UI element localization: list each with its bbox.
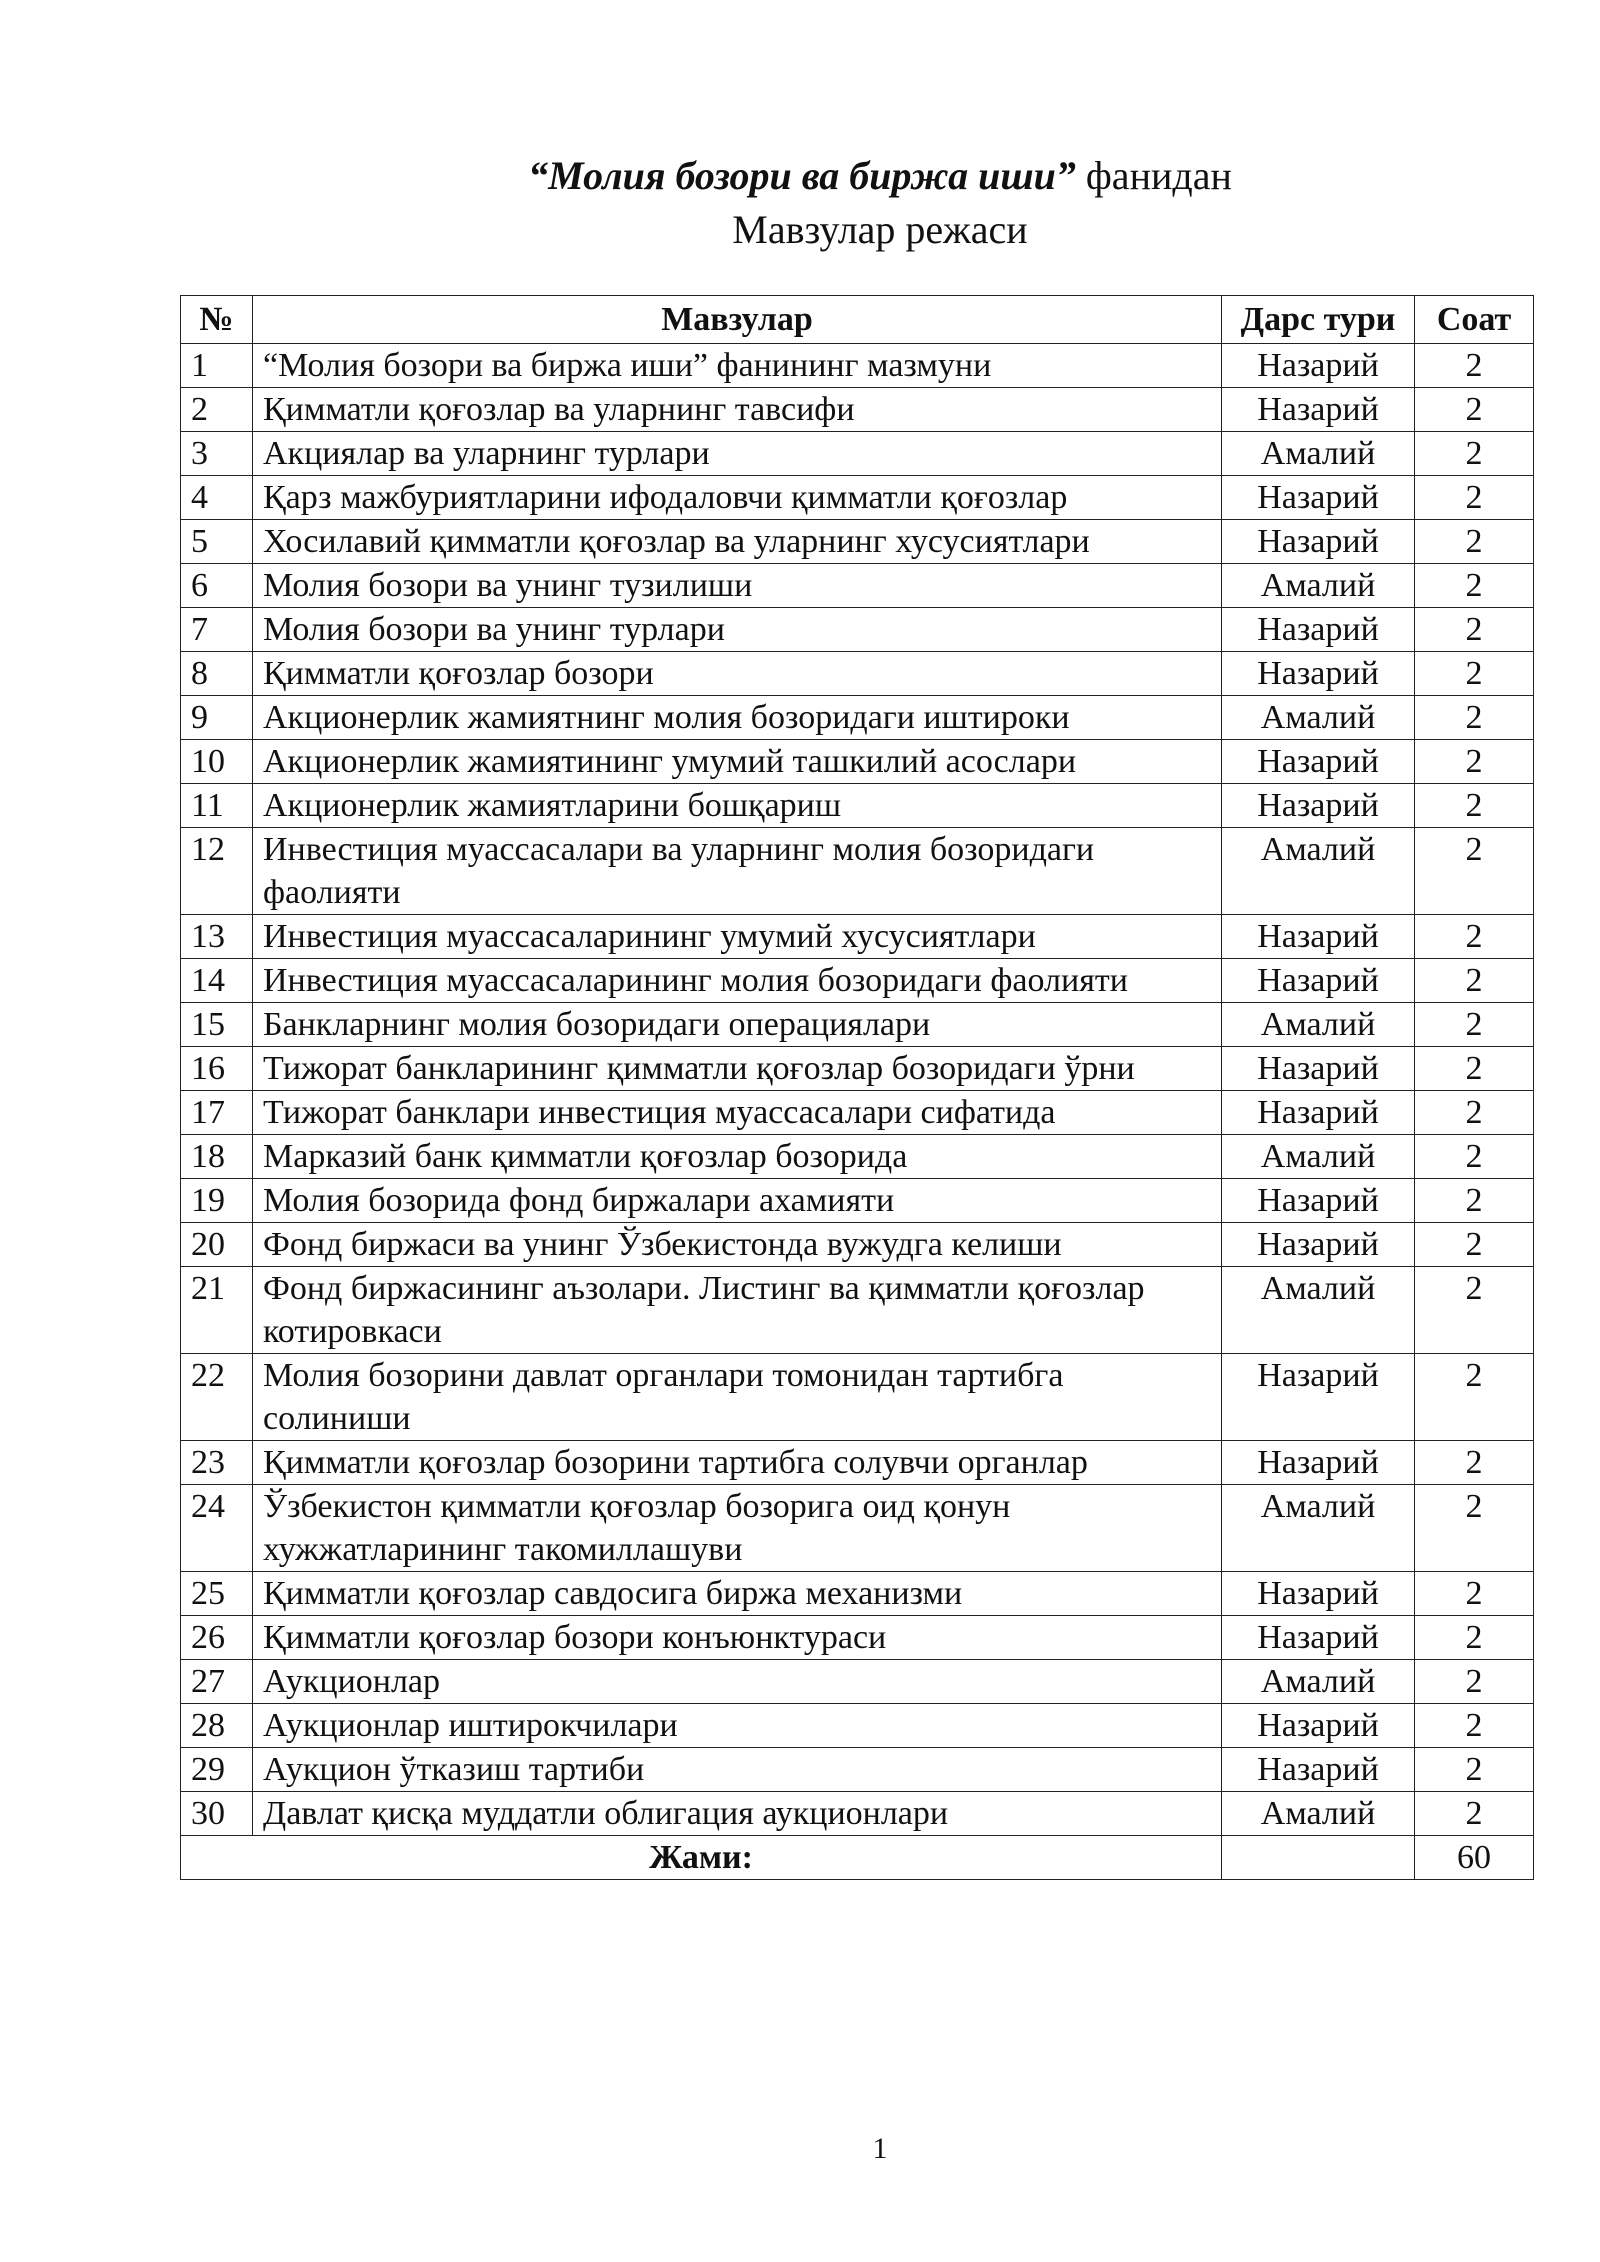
table-row xyxy=(181,959,1534,1003)
table-row xyxy=(181,1704,1534,1748)
row-number: 5 xyxy=(181,520,253,564)
row-hours: 2 xyxy=(1415,608,1534,652)
row-topic: Инвестиция муассасалари ва уларнинг молия бозоридаги фаолияти xyxy=(253,828,1222,915)
row-hours: 2 xyxy=(1415,915,1534,959)
row-hours: 2 xyxy=(1415,784,1534,828)
row-number: 28 xyxy=(181,1704,253,1748)
row-lesson-type: Амалий xyxy=(1222,432,1415,476)
row-hours: 2 xyxy=(1415,388,1534,432)
row-topic: Қимматли қоғозлар савдосига биржа механизми xyxy=(253,1572,1222,1616)
row-number: 6 xyxy=(181,564,253,608)
table-row xyxy=(181,1179,1534,1223)
row-topic: Давлат қисқа муддатли облигация аукционлари xyxy=(253,1792,1222,1836)
column-header-topics: Мавзулар xyxy=(253,296,1222,344)
row-hours: 2 xyxy=(1415,828,1534,915)
row-number: 30 xyxy=(181,1792,253,1836)
row-lesson-type: Назарий xyxy=(1222,476,1415,520)
document-subtitle: Мавзулар режаси xyxy=(732,207,1028,252)
row-lesson-type: Назарий xyxy=(1222,1572,1415,1616)
row-hours: 2 xyxy=(1415,696,1534,740)
page-number: 1 xyxy=(872,2132,888,2165)
row-topic: Банкларнинг молия бозоридаги операциялари xyxy=(253,1003,1222,1047)
row-topic: Хосилавий қимматли қоғозлар ва уларнинг хусусиятлари xyxy=(253,520,1222,564)
document-title xyxy=(0,150,1600,202)
row-lesson-type: Назарий xyxy=(1222,520,1415,564)
row-hours: 2 xyxy=(1415,1441,1534,1485)
row-number: 16 xyxy=(181,1047,253,1091)
row-hours: 2 xyxy=(1415,1572,1534,1616)
row-lesson-type: Назарий xyxy=(1222,608,1415,652)
table-row xyxy=(181,828,1534,915)
row-topic: Акционерлик жамиятининг умумий ташкилий асослари xyxy=(253,740,1222,784)
row-topic: Аукционлар xyxy=(253,1660,1222,1704)
row-lesson-type: Назарий xyxy=(1222,1704,1415,1748)
row-hours: 2 xyxy=(1415,344,1534,388)
row-lesson-type: Назарий xyxy=(1222,1616,1415,1660)
table-row xyxy=(181,1572,1534,1616)
row-topic: Тижорат банкларининг қимматли қоғозлар бозоридаги ўрни xyxy=(253,1047,1222,1091)
table-row xyxy=(181,1485,1534,1572)
row-lesson-type: Амалий xyxy=(1222,696,1415,740)
total-hours: 60 xyxy=(1415,1836,1534,1880)
row-topic: Фонд биржасининг аъзолари. Листинг ва қимматли қоғозлар котировкаси xyxy=(253,1267,1222,1354)
table-row xyxy=(181,784,1534,828)
row-hours: 2 xyxy=(1415,476,1534,520)
row-topic: Акциялар ва уларнинг турлари xyxy=(253,432,1222,476)
table-row xyxy=(181,652,1534,696)
table-row xyxy=(181,1616,1534,1660)
topics-table-body xyxy=(181,344,1534,1836)
row-topic: Молия бозори ва унинг тузилиши xyxy=(253,564,1222,608)
row-hours: 2 xyxy=(1415,1047,1534,1091)
table-row xyxy=(181,1047,1534,1091)
row-lesson-type: Амалий xyxy=(1222,1267,1415,1354)
table-row xyxy=(181,740,1534,784)
row-topic: Акционерлик жамиятларини бошқариш xyxy=(253,784,1222,828)
total-row xyxy=(181,1836,1534,1880)
row-hours: 2 xyxy=(1415,1003,1534,1047)
row-lesson-type: Амалий xyxy=(1222,1135,1415,1179)
row-lesson-type: Назарий xyxy=(1222,1047,1415,1091)
table-row xyxy=(181,696,1534,740)
row-number: 26 xyxy=(181,1616,253,1660)
row-number: 22 xyxy=(181,1354,253,1441)
row-hours: 2 xyxy=(1415,1267,1534,1354)
row-number: 10 xyxy=(181,740,253,784)
row-hours: 2 xyxy=(1415,1135,1534,1179)
row-hours: 2 xyxy=(1415,520,1534,564)
course-name: “Молия бозори ва биржа иши” xyxy=(528,153,1076,198)
total-type xyxy=(1222,1836,1415,1880)
row-hours: 2 xyxy=(1415,1748,1534,1792)
title-suffix: фанидан xyxy=(1075,153,1232,198)
table-row xyxy=(181,1441,1534,1485)
row-lesson-type: Назарий xyxy=(1222,1354,1415,1441)
row-lesson-type: Амалий xyxy=(1222,1485,1415,1572)
row-number: 3 xyxy=(181,432,253,476)
table-row xyxy=(181,520,1534,564)
row-hours: 2 xyxy=(1415,652,1534,696)
row-topic: Молия бозори ва унинг турлари xyxy=(253,608,1222,652)
row-lesson-type: Назарий xyxy=(1222,1223,1415,1267)
row-number: 18 xyxy=(181,1135,253,1179)
table-row xyxy=(181,1660,1534,1704)
row-number: 25 xyxy=(181,1572,253,1616)
row-number: 9 xyxy=(181,696,253,740)
table-row xyxy=(181,564,1534,608)
row-number: 4 xyxy=(181,476,253,520)
row-lesson-type: Назарий xyxy=(1222,652,1415,696)
row-topic: Қимматли қоғозлар бозори конъюнктураси xyxy=(253,1616,1222,1660)
table-row xyxy=(181,1003,1534,1047)
row-topic: Фонд биржаси ва унинг Ўзбекистонда вужудга келиши xyxy=(253,1223,1222,1267)
row-number: 14 xyxy=(181,959,253,1003)
row-topic: Марказий банк қимматли қоғозлар бозорида xyxy=(253,1135,1222,1179)
row-lesson-type: Амалий xyxy=(1222,1660,1415,1704)
row-hours: 2 xyxy=(1415,1485,1534,1572)
table-header-row xyxy=(181,296,1534,344)
row-number: 7 xyxy=(181,608,253,652)
row-lesson-type: Назарий xyxy=(1222,1091,1415,1135)
row-lesson-type: Назарий xyxy=(1222,388,1415,432)
row-topic: Қимматли қоғозлар ва уларнинг тавсифи xyxy=(253,388,1222,432)
table-row xyxy=(181,1748,1534,1792)
table-row xyxy=(181,344,1534,388)
table-row xyxy=(181,1091,1534,1135)
row-lesson-type: Амалий xyxy=(1222,1003,1415,1047)
row-topic: Тижорат банклари инвестиция муассасалари сифатида xyxy=(253,1091,1222,1135)
row-hours: 2 xyxy=(1415,432,1534,476)
row-hours: 2 xyxy=(1415,1091,1534,1135)
table-row xyxy=(181,1223,1534,1267)
row-topic: Аукцион ўтказиш тартиби xyxy=(253,1748,1222,1792)
topics-table xyxy=(180,295,1534,1880)
row-number: 8 xyxy=(181,652,253,696)
table-row xyxy=(181,1354,1534,1441)
row-number: 24 xyxy=(181,1485,253,1572)
row-hours: 2 xyxy=(1415,1704,1534,1748)
row-topic: Акционерлик жамиятнинг молия бозоридаги иштироки xyxy=(253,696,1222,740)
table-row xyxy=(181,432,1534,476)
row-number: 17 xyxy=(181,1091,253,1135)
row-hours: 2 xyxy=(1415,564,1534,608)
row-topic: Инвестиция муассасаларининг умумий хусусиятлари xyxy=(253,915,1222,959)
row-number: 2 xyxy=(181,388,253,432)
row-hours: 2 xyxy=(1415,959,1534,1003)
row-hours: 2 xyxy=(1415,1179,1534,1223)
table-row xyxy=(181,1135,1534,1179)
row-number: 12 xyxy=(181,828,253,915)
row-number: 13 xyxy=(181,915,253,959)
row-lesson-type: Назарий xyxy=(1222,344,1415,388)
row-topic: “Молия бозори ва биржа иши” фанининг мазмуни xyxy=(253,344,1222,388)
column-header-hours: Соат xyxy=(1415,296,1534,344)
table-row xyxy=(181,915,1534,959)
row-lesson-type: Назарий xyxy=(1222,784,1415,828)
row-lesson-type: Амалий xyxy=(1222,1792,1415,1836)
row-hours: 2 xyxy=(1415,740,1534,784)
row-number: 29 xyxy=(181,1748,253,1792)
row-topic: Қимматли қоғозлар бозорини тартибга солувчи органлар xyxy=(253,1441,1222,1485)
table-row xyxy=(181,1267,1534,1354)
row-number: 1 xyxy=(181,344,253,388)
row-lesson-type: Амалий xyxy=(1222,564,1415,608)
row-lesson-type: Назарий xyxy=(1222,915,1415,959)
row-number: 27 xyxy=(181,1660,253,1704)
table-row xyxy=(181,476,1534,520)
row-number: 15 xyxy=(181,1003,253,1047)
row-topic: Молия бозорини давлат органлари томонидан тартибга солиниши xyxy=(253,1354,1222,1441)
row-number: 21 xyxy=(181,1267,253,1354)
table-row xyxy=(181,1792,1534,1836)
row-hours: 2 xyxy=(1415,1616,1534,1660)
row-topic: Қимматли қоғозлар бозори xyxy=(253,652,1222,696)
row-topic: Қарз мажбуриятларини ифодаловчи қимматли қоғозлар xyxy=(253,476,1222,520)
row-number: 23 xyxy=(181,1441,253,1485)
row-lesson-type: Назарий xyxy=(1222,1441,1415,1485)
row-topic: Ўзбекистон қимматли қоғозлар бозорига оид қонун хужжатларининг такомиллашуви xyxy=(253,1485,1222,1572)
row-hours: 2 xyxy=(1415,1354,1534,1441)
row-topic: Молия бозорида фонд биржалари ахамияти xyxy=(253,1179,1222,1223)
row-hours: 2 xyxy=(1415,1660,1534,1704)
row-number: 11 xyxy=(181,784,253,828)
row-number: 19 xyxy=(181,1179,253,1223)
row-lesson-type: Назарий xyxy=(1222,740,1415,784)
row-hours: 2 xyxy=(1415,1792,1534,1836)
row-lesson-type: Амалий xyxy=(1222,828,1415,915)
row-topic: Инвестиция муассасаларининг молия бозоридаги фаолияти xyxy=(253,959,1222,1003)
row-number: 20 xyxy=(181,1223,253,1267)
row-lesson-type: Назарий xyxy=(1222,959,1415,1003)
table-row xyxy=(181,388,1534,432)
row-lesson-type: Назарий xyxy=(1222,1179,1415,1223)
column-header-number: № xyxy=(181,296,253,344)
row-topic: Аукционлар иштирокчилари xyxy=(253,1704,1222,1748)
table-row xyxy=(181,608,1534,652)
row-lesson-type: Назарий xyxy=(1222,1748,1415,1792)
row-hours: 2 xyxy=(1415,1223,1534,1267)
column-header-lesson-type: Дарс тури xyxy=(1222,296,1415,344)
total-label: Жами: xyxy=(181,1836,1222,1880)
